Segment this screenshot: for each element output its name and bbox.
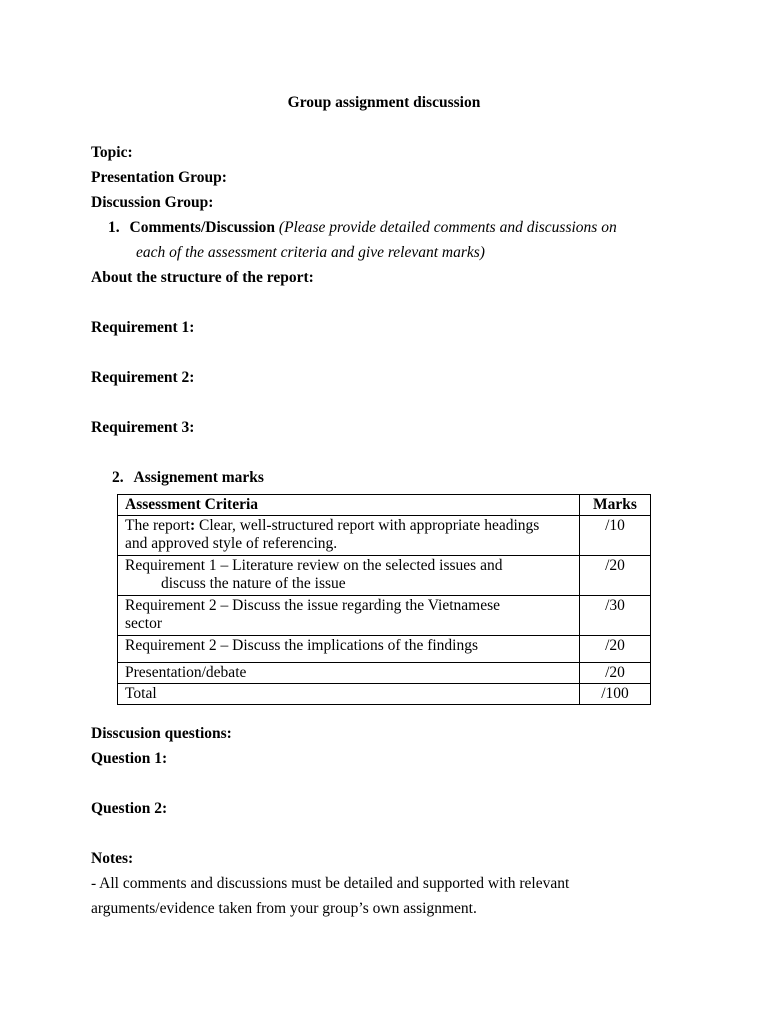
table-total-row: [118, 684, 651, 705]
total-marks: /100: [580, 684, 651, 705]
marks-cell: /20: [580, 663, 651, 684]
topic-label: Topic:: [91, 144, 133, 161]
total-label: Total: [118, 684, 580, 705]
requirement-3-label: Requirement 3:: [91, 419, 195, 436]
section1-note-line1: (Please provide detailed comments and discussions on: [278, 219, 617, 236]
criteria-line1: Requirement 2 – Discuss the issue regarding the Vietnamese: [125, 597, 500, 614]
criteria-cell: [118, 596, 580, 636]
header-criteria: Assessment Criteria: [118, 495, 580, 516]
table-row: [118, 596, 651, 636]
section1-title: Comments/Discussion: [129, 219, 276, 236]
table-row: [118, 636, 651, 663]
requirement-1-label: Requirement 1:: [91, 319, 195, 336]
criteria-cell: Presentation/debate: [118, 663, 580, 684]
section1-number: 1.: [108, 219, 120, 236]
criteria-bold-prefix: The report: [125, 517, 190, 534]
notes-line1: - All comments and discussions must be detailed and supported with relevant: [91, 875, 570, 892]
marks-cell: /20: [580, 556, 651, 596]
question-1-label: Question 1:: [91, 750, 168, 767]
presentation-group-label: Presentation Group:: [91, 169, 227, 186]
section1-note-line2: each of the assessment criteria and give relevant marks): [136, 244, 485, 261]
table-header-row: [118, 495, 651, 516]
section2-heading: [112, 468, 264, 488]
section1-heading: [108, 218, 617, 238]
notes-heading: Notes:: [91, 850, 134, 867]
discussion-group-label: Discussion Group:: [91, 194, 214, 211]
requirement-2-label: Requirement 2:: [91, 369, 195, 386]
assessment-table: [117, 494, 651, 705]
marks-cell: /10: [580, 516, 651, 556]
table-row: [118, 663, 651, 684]
question-2-label: Question 2:: [91, 800, 168, 817]
notes-line2: arguments/evidence taken from your group’s own assignment.: [91, 900, 477, 917]
table-row: [118, 516, 651, 556]
criteria-line2: sector: [125, 615, 163, 632]
criteria-line1: Requirement 1 – Literature review on the selected issues and: [125, 557, 503, 574]
marks-cell: /20: [580, 636, 651, 663]
criteria-colon: :: [189, 517, 196, 534]
criteria-line1: Clear, well-structured report with appropriate headings: [195, 517, 540, 534]
document-title: Group assignment discussion: [287, 94, 481, 111]
header-marks: Marks: [580, 495, 651, 516]
criteria-cell: [118, 556, 580, 596]
section2-number: 2.: [112, 469, 124, 486]
criteria-line2: discuss the nature of the issue: [161, 575, 346, 592]
criteria-line2: and approved style of referencing.: [125, 535, 338, 552]
section2-title: Assignement marks: [133, 469, 264, 486]
criteria-cell: Requirement 2 – Discuss the implications of the findings: [118, 636, 580, 663]
discussion-heading: Disscusion questions:: [91, 725, 232, 742]
marks-cell: /30: [580, 596, 651, 636]
structure-heading: About the structure of the report:: [91, 269, 314, 286]
criteria-cell: [118, 516, 580, 556]
table-row: [118, 556, 651, 596]
